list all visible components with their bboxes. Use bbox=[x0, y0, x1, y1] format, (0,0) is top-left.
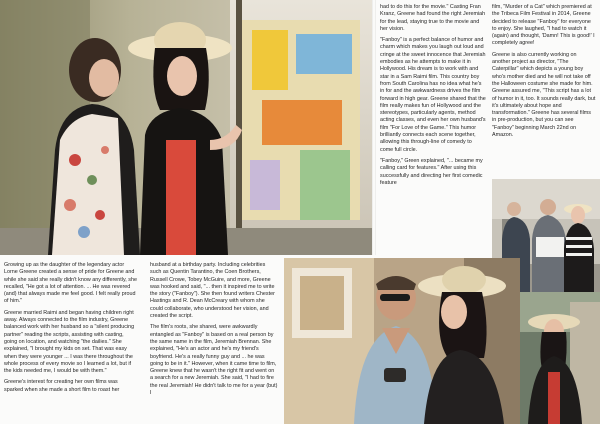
paragraph: Growing up as the daughter of the legendary actor Lorne Greene created a sense of pride for Greene and while she said she really didn't know any differently, she recalled, "He got a lot of attention. ... He was revered (and) that always made me feel good. I felt really proud of him." bbox=[4, 262, 137, 305]
article-column-top-right bbox=[492, 4, 596, 143]
page-fold bbox=[372, 0, 376, 255]
director-and-actress-illustration bbox=[284, 258, 520, 424]
hat-actress-side-illustration bbox=[520, 292, 600, 424]
paragraph: Greene's interest for creating her own films was sparked when she made a short film to roast her bbox=[4, 379, 120, 393]
hero-photo bbox=[0, 0, 372, 255]
paragraph: "Fanboy" is a perfect balance of humor and charm which makes you laugh out loud and cringe at the sweet innocence that Jeremiah embodies as he attempts to make it in Hollywood. His dream is to work with and star in a Sam Raimi film. This country boy from South Carolina has no idea what he's in for and the awkwardness drives the film forward in high gear. Greene shared that the film really makes fun of Hollywood and the stereotypes, particularly agents, method acting classes, and even her own husband's film "For Love of the Game." This humor brilliantly connects each scene together, allowing this through-line of comedy to come full circle. bbox=[380, 37, 486, 153]
paragraph: The film's roots, she shared, were awkwardly entangled as "Fanboy" is based on a real person by the same name in the film, Jeremiah Brennan. She explained, "He's an actor and he's my friend's boyfriend. He's a really funny guy and ... he was going to be in it." However, when it came time to film, Greene knew that he wasn't the right fit and went on a search for a new Jeremiah. She said, "I had to fire the real Jeremiah! He didn't talk to me for a year (but) I bbox=[150, 324, 278, 397]
paragraph: Greene married Raimi and began having children right away. Always connected to the film industry, Greene balanced work with her husband so a "silent producing partner" reading the scripts, assisting with casting, going on location, and watching "the dailies." She explained, "I brought my kids on set. That was easy when they were younger ... I was there throughout the whole process of every movie so I learned a lot, but if the kids needed me, I would be with them." bbox=[4, 309, 135, 375]
article-column-top-left bbox=[380, 4, 486, 191]
paragraph: "Fanboy," Green explained, "... became my calling card for features." After using this successfully and directing her first comedic feature bbox=[380, 157, 483, 186]
vertical-photo bbox=[520, 292, 600, 424]
paragraph: film, "Murder of a Cat" which premiered at the Tribeca Film Festival in 2014, Greene decided to release "Fanboy" for everyone to enjoy. She laughed, "I had to watch it (again) and thought, 'Damn! This is good!' I completely agree! bbox=[492, 4, 595, 47]
set-photo bbox=[284, 258, 520, 424]
article-column-bottom-2 bbox=[150, 262, 278, 401]
paragraph: Greene is also currently working on another project as director, "The Caterpillar" which depicts a young boy who's mother died and he will not take off the Halloween costume she made for him. Greene assured me, "This script has a lot of humor in it, too. It sounds really dark, but it's ultimately about hope and transformation." Greene has several films in pre-production, but you can see "Fanboy" beginning March 22nd on Amazon. bbox=[492, 51, 596, 139]
two-actresses-illustration bbox=[0, 0, 372, 255]
article-column-bottom-1 bbox=[4, 262, 138, 398]
paragraph: husband at a birthday party. Including celebrities such as Quentin Tarantino, the Coen Brothers, Russell Crowe, Tobey McGuire, and more, Greene was hooked and said, "... then it inspired me to write the story ("Fanboy"). She then found writers Chester Hastings and R. Dean McCreary with whom she could collaborate, who understood her vision, and created the script. bbox=[150, 262, 275, 320]
paragraph: had to do this for the movie." Casting Fran Kranz, Greene had found the right Jeremiah for the lead, staying true to the movie and her vision. bbox=[380, 4, 486, 32]
